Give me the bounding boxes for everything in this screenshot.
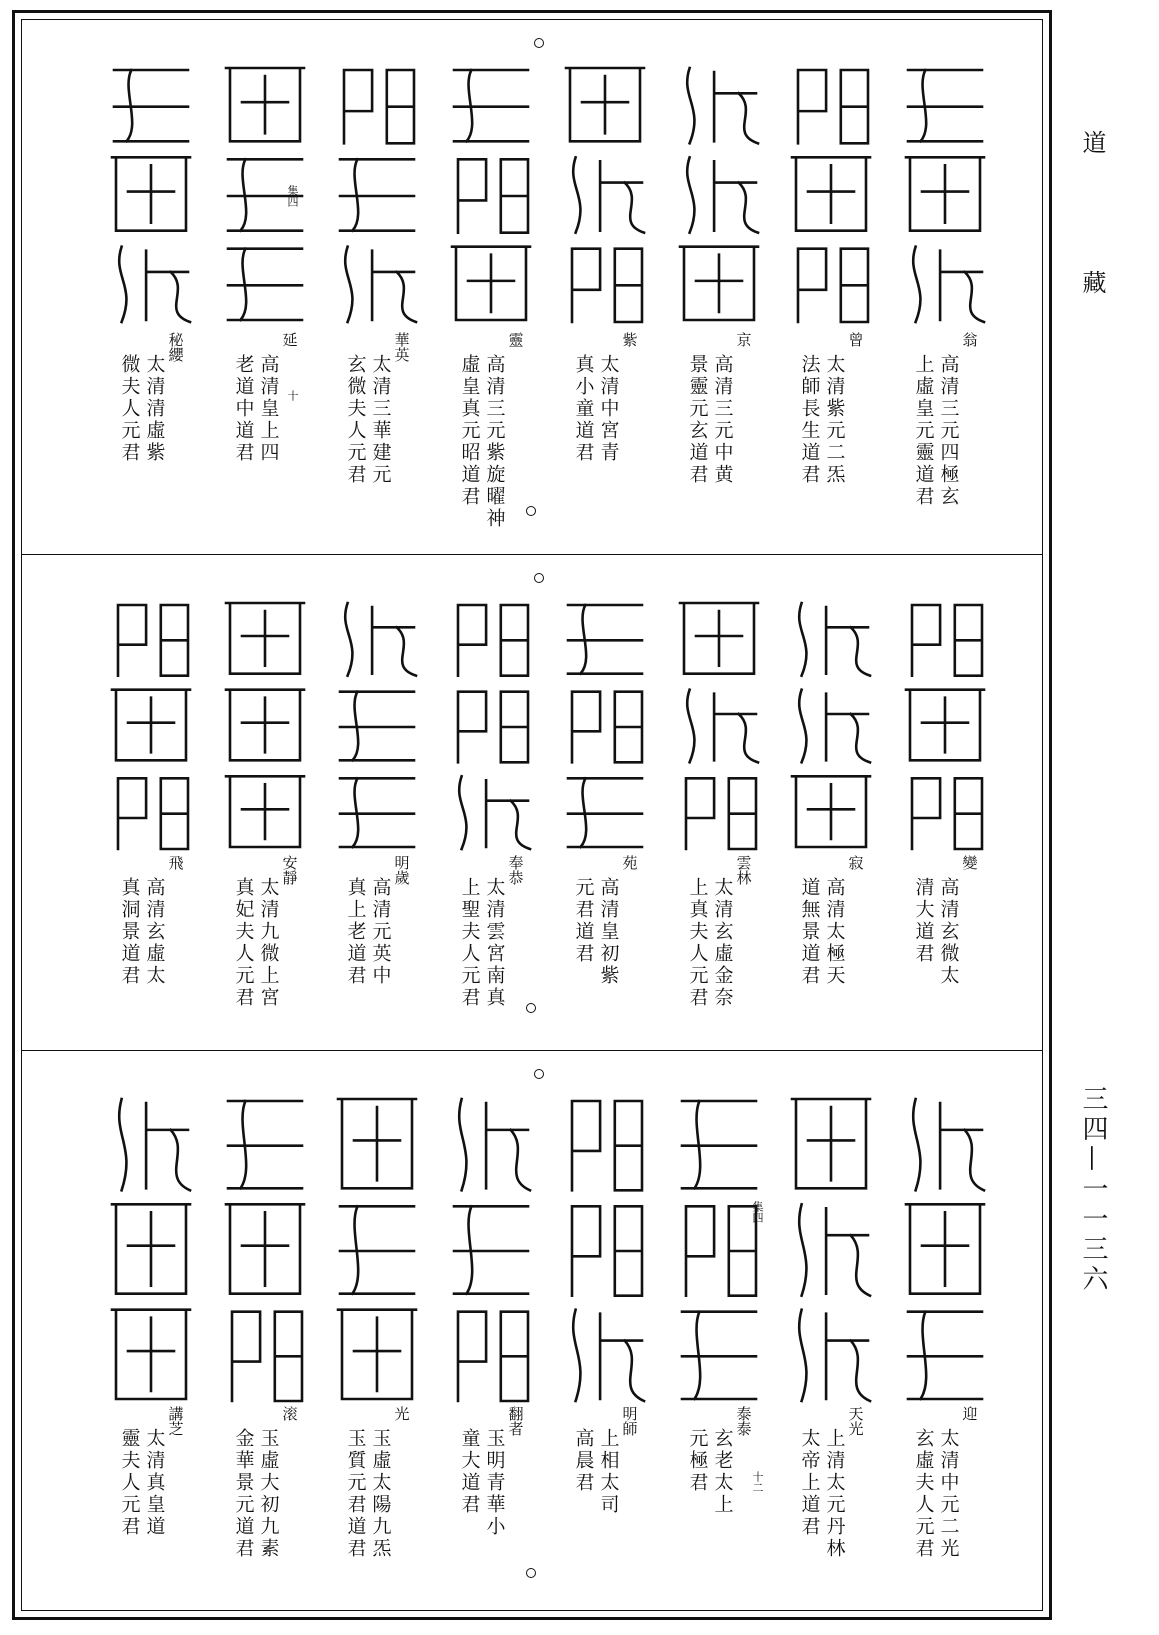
deity-title-line: 玉虛大初九素 [257,1428,280,1560]
deity-caption [210,1406,320,1560]
seal-script-glyph [896,593,994,853]
deity-column [322,1051,432,1616]
deity-title-line: 上相太司 [597,1428,620,1516]
deity-caption [96,1406,206,1538]
deity-column [664,555,774,1051]
deity-column [664,1051,774,1616]
talisman-panel [22,1050,1042,1616]
deity-caption [436,855,546,1009]
deity-title-line: 老道中道君 [232,354,255,464]
deity-title-line: 上聖夫人元君 [458,877,481,1009]
deity-title-line: 上清太元丹林 [823,1428,846,1560]
deity-column [96,555,206,1051]
seal-script-glyph [782,593,880,853]
deity-title-line: 元君道君 [572,877,595,965]
deity-title-line: 道無景道君 [798,877,821,987]
talisman-name: 明歲 [392,855,411,885]
deity-title-line: 童大道君 [458,1428,481,1516]
deity-title-line: 高清玄虛太 [143,877,166,987]
deity-title-line: 高清玄微太 [937,877,960,987]
deity-column [322,20,432,554]
deity-title-line: 上真夫人元君 [686,877,709,1009]
seal-script-glyph [556,1089,654,1405]
deity-column [550,555,660,1051]
marginal-note: 集四 [751,1201,764,1223]
talisman-name: 迎 [960,1406,979,1421]
talisman-name: 京 [734,332,753,347]
talisman-name: 寂 [846,855,865,870]
deity-title-line: 高清三元紫旋曜神 [483,354,506,530]
deity-caption [776,855,886,987]
talisman-name: 光 [392,1406,411,1421]
deity-title-line: 太清真皇道 [143,1428,166,1538]
talisman-name: 變 [960,855,979,870]
talisman-panel [22,20,1042,554]
seal-script-glyph [102,593,200,853]
deity-column [776,1051,886,1616]
seal-script-glyph [556,58,654,326]
deity-column [436,20,546,554]
deity-caption [776,1406,886,1560]
deity-title-line: 微夫人元君 [118,354,141,464]
deity-title-line: 太帝上道君 [798,1428,821,1538]
deity-caption [436,1406,546,1538]
margin-title-mid: 藏 [1078,270,1106,294]
deity-title-line: 太清九微上宮 [257,877,280,1009]
deity-title-line: 玉虛太陽九炁 [369,1428,392,1560]
talisman-name: 翁 [960,332,979,347]
deity-title-line: 真妃夫人元君 [232,877,255,1009]
talisman-name: 講芝 [166,1406,185,1436]
talisman-name: 華英 [392,332,411,362]
seal-script-glyph [442,1089,540,1405]
deity-caption [550,332,660,464]
seal-script-glyph [442,58,540,326]
deity-column [322,555,432,1051]
seal-script-glyph [216,58,314,326]
deity-column [776,555,886,1051]
deity-title-line: 太清中元二光 [937,1428,960,1560]
deity-caption [550,855,660,987]
deity-title-line: 高清三元四極玄 [937,354,960,508]
talisman-name: 紫 [620,332,639,347]
talisman-name: 滚 [280,1406,299,1421]
deity-column [550,20,660,554]
talisman-name: 延 [280,332,299,347]
deity-caption [664,855,774,1009]
deity-title-line: 金華景元道君 [232,1428,255,1560]
talisman-panel [22,554,1042,1051]
deity-title-line: 虛皇真元昭道君 [458,354,481,508]
deity-title-line: 玉質元君道君 [344,1428,367,1560]
seal-script-glyph [670,58,768,326]
talisman-name: 明師 [620,1406,639,1436]
talisman-name: 天光 [846,1406,865,1436]
deity-column [96,20,206,554]
talisman-name: 靈 [506,332,525,347]
deity-title-line: 太清中宮青 [597,354,620,464]
seal-script-glyph [896,58,994,326]
seal-script-glyph [328,593,426,853]
talisman-name: 飛 [166,855,185,870]
talisman-name: 翻者 [506,1406,525,1436]
deity-title-line: 玄微夫人元君 [344,354,367,486]
marginal-note: 十二 [751,1471,764,1493]
deity-column [664,20,774,554]
deity-column [96,1051,206,1616]
deity-title-line: 太清清虛紫 [143,354,166,464]
seal-script-glyph [782,1089,880,1405]
deity-title-line: 太清玄虛金奈 [711,877,734,1009]
page-inner-border [21,19,1043,1611]
page-number: 三四—一一三六 [1078,1085,1108,1295]
deity-title-line: 高清皇上四 [257,354,280,464]
deity-column [210,1051,320,1616]
deity-caption [322,332,432,486]
seal-script-glyph [896,1089,994,1405]
deity-caption [890,332,1000,508]
page-frame [12,10,1052,1620]
deity-column [776,20,886,554]
talisman-name: 雲林 [734,855,753,885]
deity-column [210,20,320,554]
deity-caption [550,1406,660,1516]
deity-column [890,20,1000,554]
deity-caption [890,855,1000,987]
deity-title-line: 法師長生道君 [798,354,821,486]
deity-title-line: 玄虛夫人元君 [912,1428,935,1560]
seal-script-glyph [328,1089,426,1405]
deity-column [550,1051,660,1616]
talisman-name: 泰泰 [734,1406,753,1436]
deity-title-line: 真洞景道君 [118,877,141,987]
deity-title-line: 元極君 [686,1428,709,1494]
deity-caption [322,1406,432,1560]
seal-script-glyph [670,593,768,853]
deity-caption [664,332,774,486]
deity-title-line: 真上老道君 [344,877,367,987]
deity-title-line: 玉明青華小 [483,1428,506,1538]
deity-title-line: 景靈元玄道君 [686,354,709,486]
seal-script-glyph [216,1089,314,1405]
deity-title-line: 高清元英中 [369,877,392,987]
deity-caption [210,332,320,464]
deity-title-line: 清大道君 [912,877,935,965]
deity-column [436,1051,546,1616]
deity-caption [96,855,206,987]
deity-title-line: 太清紫元二炁 [823,354,846,486]
deity-title-line: 太清三華建元 [369,354,392,486]
deity-title-line: 太清雲宮南真 [483,877,506,1009]
deity-title-line: 高清太極天 [823,877,846,987]
marginal-note: 十 [286,390,299,401]
deity-title-line: 靈夫人元君 [118,1428,141,1538]
deity-caption [890,1406,1000,1560]
deity-column [890,555,1000,1051]
deity-title-line: 玄老太上 [711,1428,734,1516]
seal-script-glyph [102,1089,200,1405]
deity-caption [210,855,320,1009]
deity-caption [322,855,432,987]
seal-script-glyph [556,593,654,853]
deity-caption [776,332,886,486]
deity-title-line: 高清三元中黄 [711,354,734,486]
seal-script-glyph [216,593,314,853]
talisman-name: 苑 [620,855,639,870]
talisman-name: 秘纓 [166,332,185,362]
margin-title-top: 道 [1078,130,1106,154]
deity-title-line: 高晨君 [572,1428,595,1494]
seal-script-glyph [102,58,200,326]
deity-title-line: 真小童道君 [572,354,595,464]
deity-caption [96,332,206,464]
talisman-name: 奉恭 [506,855,525,885]
deity-caption [436,332,546,530]
deity-caption [664,1406,774,1516]
seal-script-glyph [442,593,540,853]
talisman-name: 安靜 [280,855,299,885]
seal-script-glyph [670,1089,768,1405]
deity-column [436,555,546,1051]
deity-column [210,555,320,1051]
talisman-name: 曾 [846,332,865,347]
deity-title-line: 高清皇初紫 [597,877,620,987]
seal-script-glyph [782,58,880,326]
deity-column [890,1051,1000,1616]
marginal-note: 集四 [286,185,299,207]
deity-title-line: 上虛皇元靈道君 [912,354,935,508]
seal-script-glyph [328,58,426,326]
